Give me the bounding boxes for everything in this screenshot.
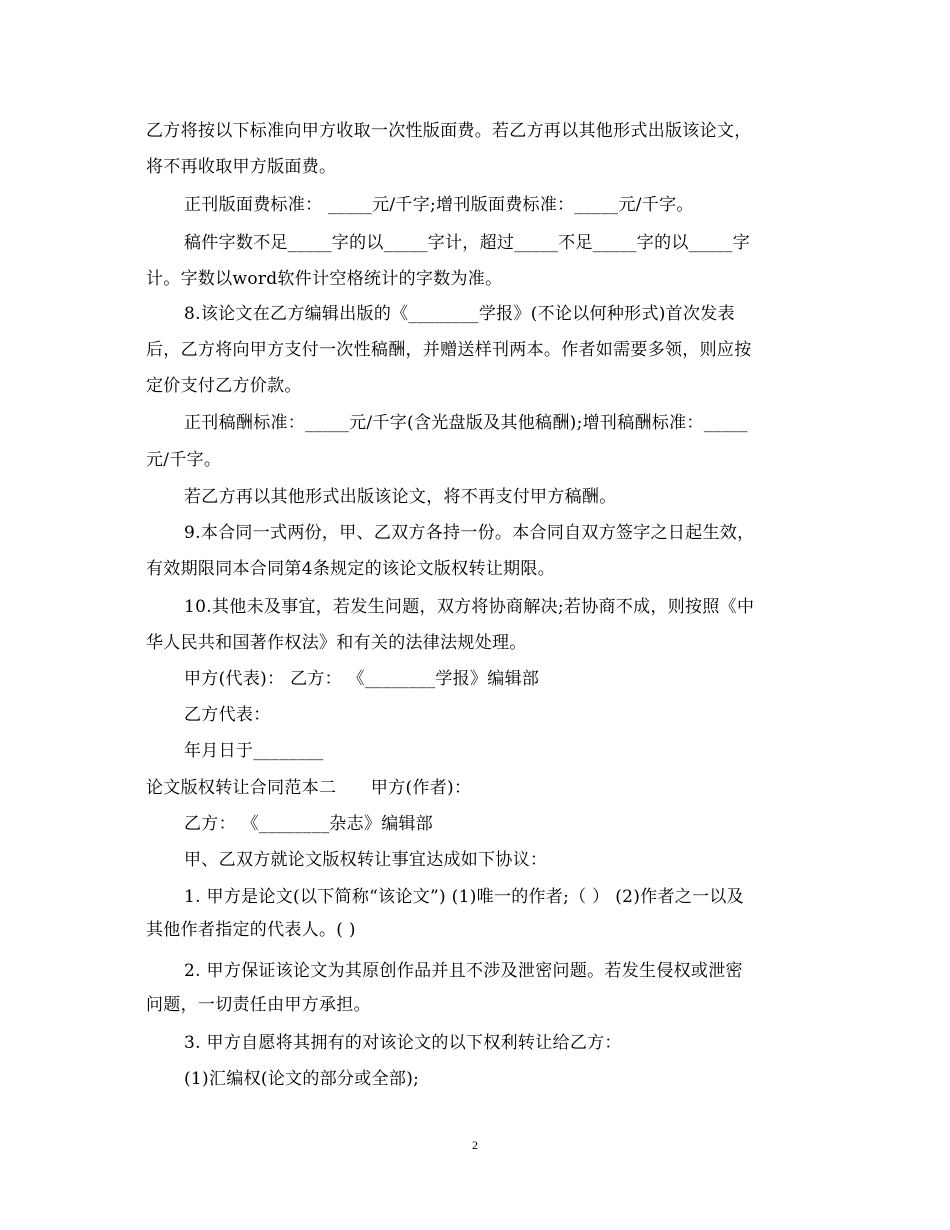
text-line: 定价支付乙方价款。 xyxy=(146,376,302,396)
text-line: 甲、乙双方就论文版权转让事宜达成如下协议： xyxy=(184,850,548,870)
text-line: 计。字数以word软件计空格统计的字数为准。 xyxy=(146,269,503,289)
text-line: 问题，一切责任由甲方承担。 xyxy=(146,995,371,1015)
text-line: 将不再收取甲方版面费。 xyxy=(146,157,337,177)
text-line: 若乙方再以其他形式出版该论文，将不再支付甲方稿酬。 xyxy=(184,487,617,507)
text-line: 华人民共和国著作权法》和有关的法律法规处理。 xyxy=(146,633,527,653)
text-line: 乙方： 《________杂志》编辑部 xyxy=(184,814,434,834)
page-number: 2 xyxy=(472,1138,478,1152)
text-line: 甲方(代表)： 乙方： 《________学报》编辑部 xyxy=(184,669,540,689)
text-line: 稿件字数不足_____字的以_____字计，超过_____不足_____字的以_____字 xyxy=(184,233,750,253)
text-line: 后，乙方将向甲方支付一次性稿酬，并赠送样刊两本。作者如需要多领，则应按 xyxy=(146,340,752,360)
text-line: 乙方将按以下标准向甲方收取一次性版面费。若乙方再以其他形式出版该论文， xyxy=(146,121,752,141)
text-line: 8.该论文在乙方编辑出版的《________学报》(不论以何种形式)首次发表 xyxy=(184,304,735,324)
text-line: 年月日于________ xyxy=(184,741,324,761)
text-line: (1)汇编权(论文的部分或全部); xyxy=(184,1069,420,1089)
text-line: 9.本合同一式两份，甲、乙双方各持一份。本合同自双方签字之日起生效， xyxy=(184,523,755,543)
text-line: 其他作者指定的代表人。( ) xyxy=(146,920,356,940)
text-line: 有效期限同本合同第4条规定的该论文版权转让期限。 xyxy=(146,559,556,579)
text-line: 2. 甲方保证该论文为其原创作品并且不涉及泄密问题。若发生侵权或泄密 xyxy=(184,961,743,981)
text-line: 1. 甲方是论文(以下简称“该论文”) (1)唯一的作者;（ ） (2)作者之一以及 xyxy=(184,887,744,907)
text-line: 10.其他未及事宜，若发生问题，双方将协商解决;若协商不成，则按照《中 xyxy=(184,597,755,617)
text-line: 正刊稿酬标准：_____元/千字(含光盘版及其他稿酬);增刊稿酬标准：_____ xyxy=(184,413,748,433)
text-line: 3. 甲方自愿将其拥有的对该论文的以下权利转让给乙方： xyxy=(184,1033,622,1053)
text-line: 乙方代表： xyxy=(184,705,271,725)
text-line: 正刊版面费标准： _____元/千字;增刊版面费标准：_____元/千字。 xyxy=(184,195,694,215)
text-line: 论文版权转让合同范本二 甲方(作者)： xyxy=(146,778,472,798)
text-line: 元/千字。 xyxy=(146,450,222,470)
